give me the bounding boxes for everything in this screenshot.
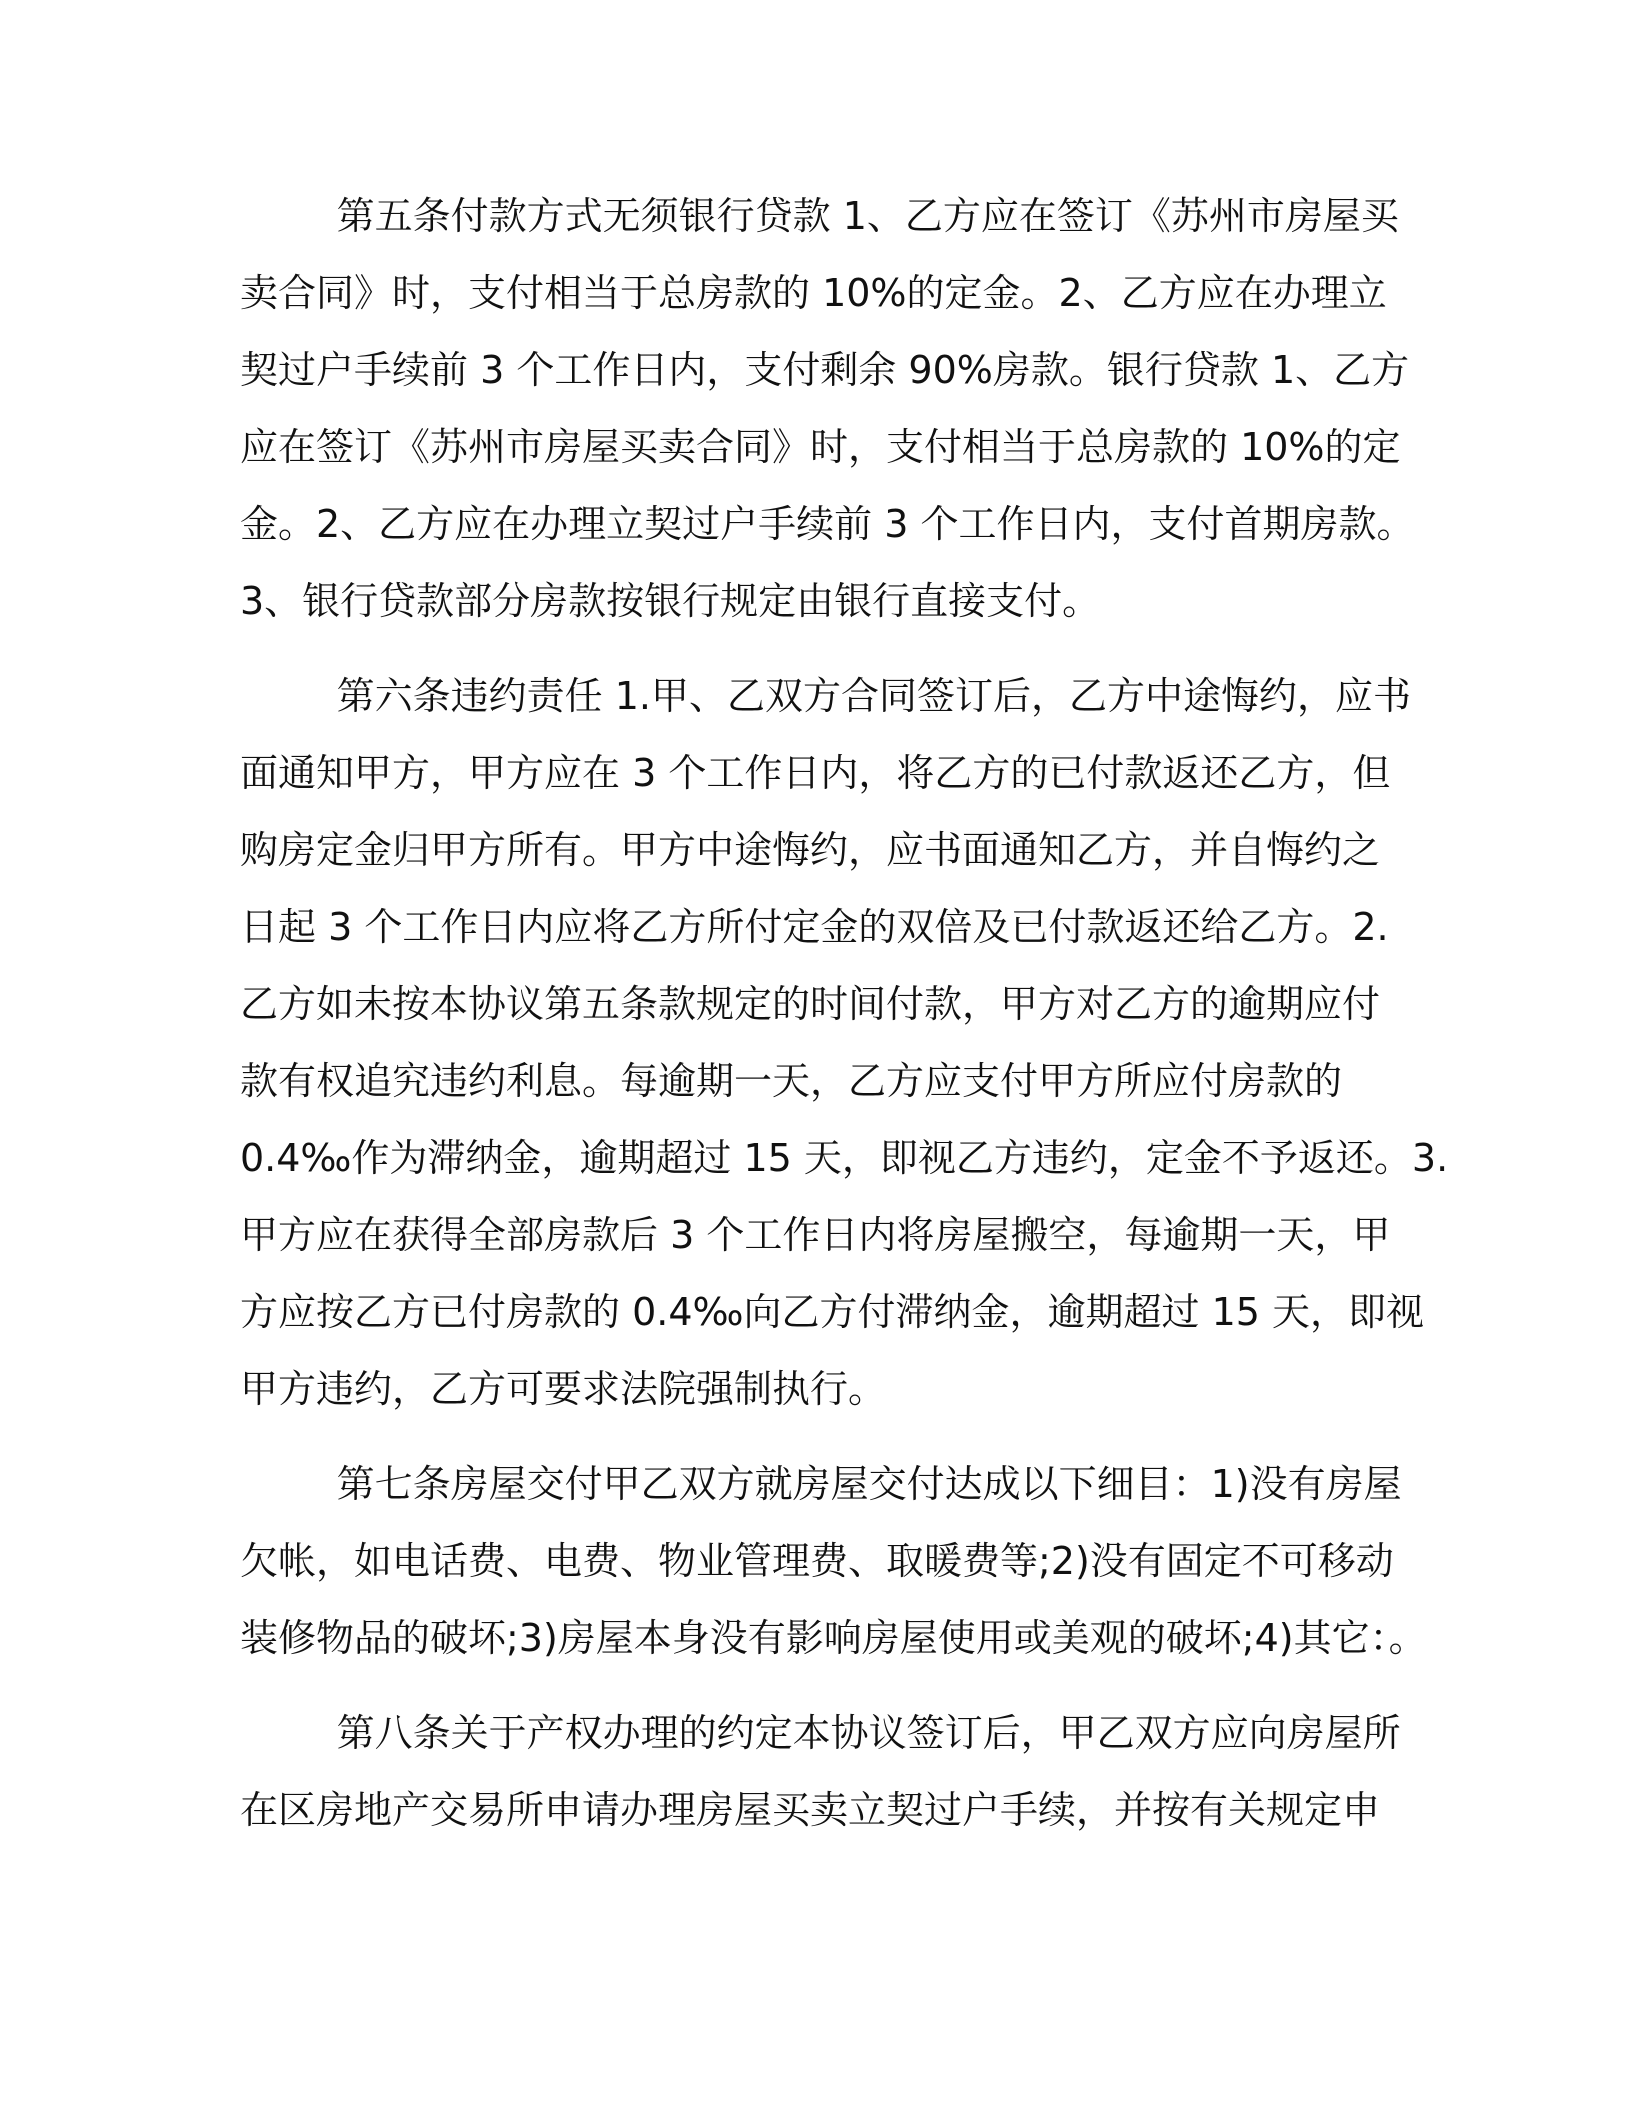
text-line: 第八条关于产权办理的约定本协议签订后，甲乙双方应向房屋所 (240, 1711, 1401, 1755)
text-line: 方应按乙方已付房款的 0.4‰向乙方付滞纳金，逾期超过 15 天，即视 (240, 1290, 1425, 1334)
text-line: 欠帐，如电话费、电费、物业管理费、取暖费等;2)没有固定不可移动 (240, 1539, 1394, 1583)
text-line: 第六条违约责任 1.甲、乙双方合同签订后，乙方中途悔约，应书 (240, 674, 1411, 718)
text-line: 甲方违约，乙方可要求法院强制执行。 (240, 1367, 887, 1411)
text-line: 乙方如未按本协议第五条款规定的时间付款，甲方对乙方的逾期应付 (240, 982, 1381, 1026)
text-line: 装修物品的破坏;3)房屋本身没有影响房屋使用或美观的破坏;4)其它：。 (240, 1616, 1427, 1660)
paragraph-article-6 (240, 658, 1449, 1428)
paragraph-article-5 (240, 178, 1415, 640)
text-line: 日起 3 个工作日内应将乙方所付定金的双倍及已付款返还给乙方。2. (240, 905, 1389, 949)
paragraph-gap (240, 1677, 1390, 1695)
text-line: 卖合同》时，支付相当于总房款的 10%的定金。2、乙方应在办理立 (240, 271, 1387, 315)
paragraph-gap (240, 1428, 1390, 1446)
text-line: 第五条付款方式无须银行贷款 1、乙方应在签订《苏州市房屋买 (240, 194, 1399, 238)
paragraph-gap (240, 640, 1390, 658)
text-line: 甲方应在获得全部房款后 3 个工作日内将房屋搬空，每逾期一天，甲 (240, 1213, 1391, 1257)
document-page (240, 178, 1449, 1849)
paragraph-article-8 (240, 1695, 1401, 1849)
text-line: 应在签订《苏州市房屋买卖合同》时，支付相当于总房款的 10%的定 (240, 425, 1401, 469)
text-line: 金。2、乙方应在办理立契过户手续前 3 个工作日内，支付首期房款。 (240, 502, 1415, 546)
paragraph-article-7 (240, 1446, 1427, 1677)
text-line: 面通知甲方，甲方应在 3 个工作日内，将乙方的已付款返还乙方，但 (240, 751, 1391, 795)
text-line: 契过户手续前 3 个工作日内，支付剩余 90%房款。银行贷款 1、乙方 (240, 348, 1410, 392)
text-line: 0.4‰作为滞纳金，逾期超过 15 天，即视乙方违约，定金不予返还。3. (240, 1136, 1449, 1180)
text-line: 款有权追究违约利息。每逾期一天，乙方应支付甲方所应付房款的 (240, 1059, 1343, 1103)
text-line: 购房定金归甲方所有。甲方中途悔约，应书面通知乙方，并自悔约之 (240, 828, 1381, 872)
text-line: 在区房地产交易所申请办理房屋买卖立契过户手续，并按有关规定申 (240, 1788, 1381, 1832)
text-line: 第七条房屋交付甲乙双方就房屋交付达成以下细目：1)没有房屋 (240, 1462, 1402, 1506)
text-line: 3、银行贷款部分房款按银行规定由银行直接支付。 (240, 579, 1101, 623)
